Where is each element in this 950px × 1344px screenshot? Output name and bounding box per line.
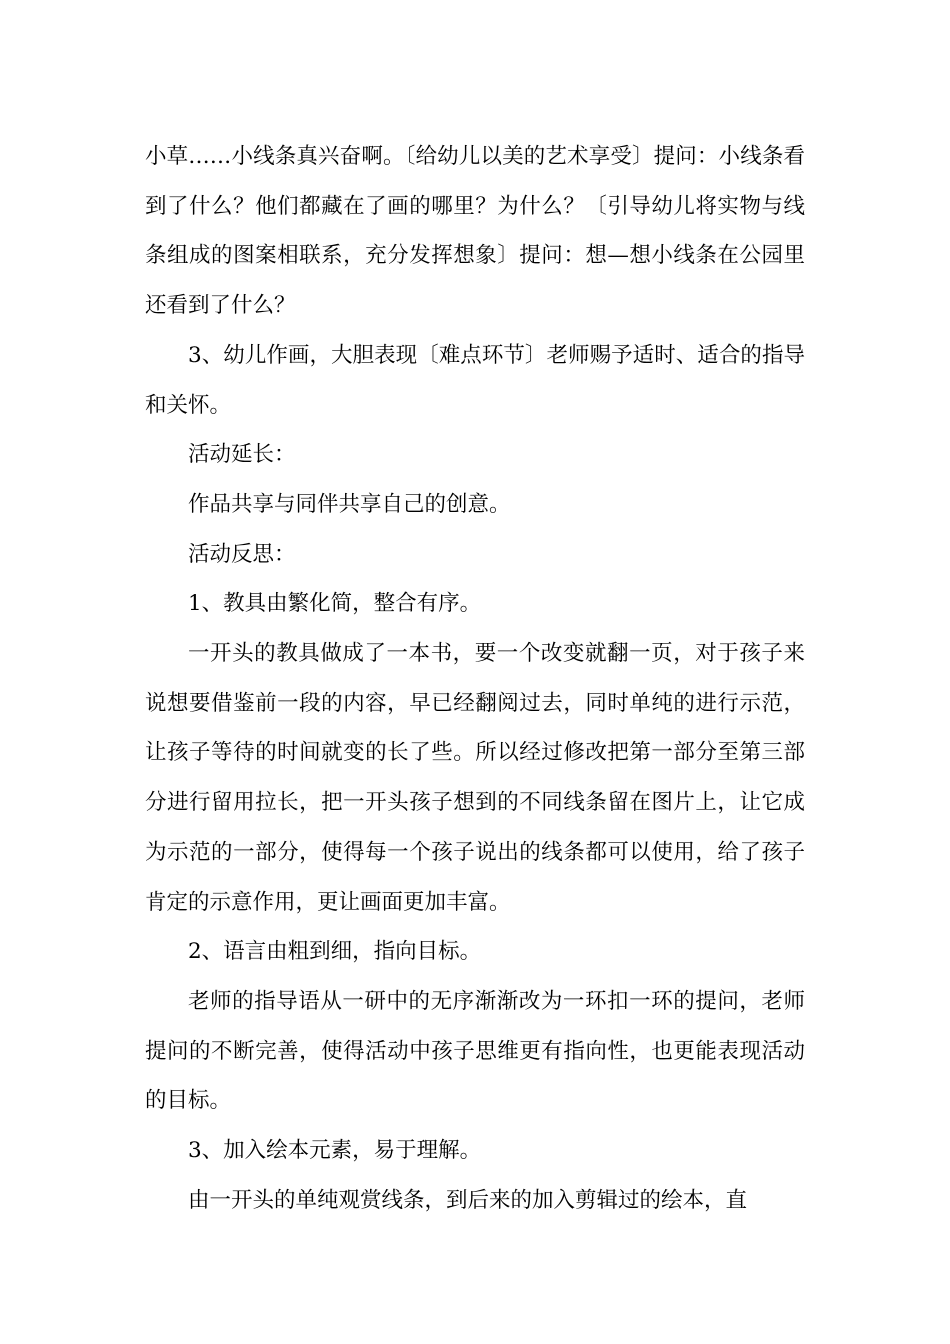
paragraph-extension-content: 作品共享与同伴共享自己的创意。 bbox=[188, 491, 511, 517]
reflection-point-2: 2、语言由粗到细，指向目标。 bbox=[188, 939, 482, 965]
heading-activity-reflection: 活动反思： bbox=[188, 541, 296, 567]
paragraph-step-3: 3、幼儿作画，大胆表现〔难点环节〕老师赐予适时、适合的指导和关怀。 bbox=[145, 342, 805, 418]
heading-activity-extension: 活动延长： bbox=[188, 442, 296, 468]
paragraph-continuation: 小草……小线条真兴奋啊。〔给幼儿以美的艺术享受〕提问：小线条看到了什么？他们都藏在了画的哪里？为什么？〔引导幼儿将实物与线条组成的图案相联系，充分发挥想象〕提问：想—想小线条在公园里还看到了什么？ bbox=[145, 144, 805, 319]
reflection-point-1: 1、教具由繁化简，整合有序。 bbox=[188, 591, 482, 617]
reflection-point-3-detail: 由一开头的单纯观赏线条，到后来的加入剪辑过的绘本，直 bbox=[188, 1187, 748, 1213]
reflection-point-1-detail: 一开头的教具做成了一本书，要一个改变就翻一页，对于孩子来说想要借鉴前一段的内容，早已经翻阅过去，同时单纯的进行示范，让孩子等待的时间就变的长了些。所以经过修改把第一部分至第三部分进行留用拉长，把一开头孩子想到的不同线条留在图片上，让它成为示范的一部分，使得每一个孩子说出的线条都可以使用，给了孩子肯定的示意作用，更让画面更加丰富。 bbox=[145, 641, 805, 915]
reflection-point-2-detail: 老师的指导语从一研中的无序渐渐改为一环扣一环的提问，老师提问的不断完善，使得活动中孩子思维更有指向性，也更能表现活动的目标。 bbox=[145, 988, 805, 1114]
reflection-point-3: 3、加入绘本元素，易于理解。 bbox=[188, 1138, 482, 1164]
document-body bbox=[145, 132, 805, 1225]
